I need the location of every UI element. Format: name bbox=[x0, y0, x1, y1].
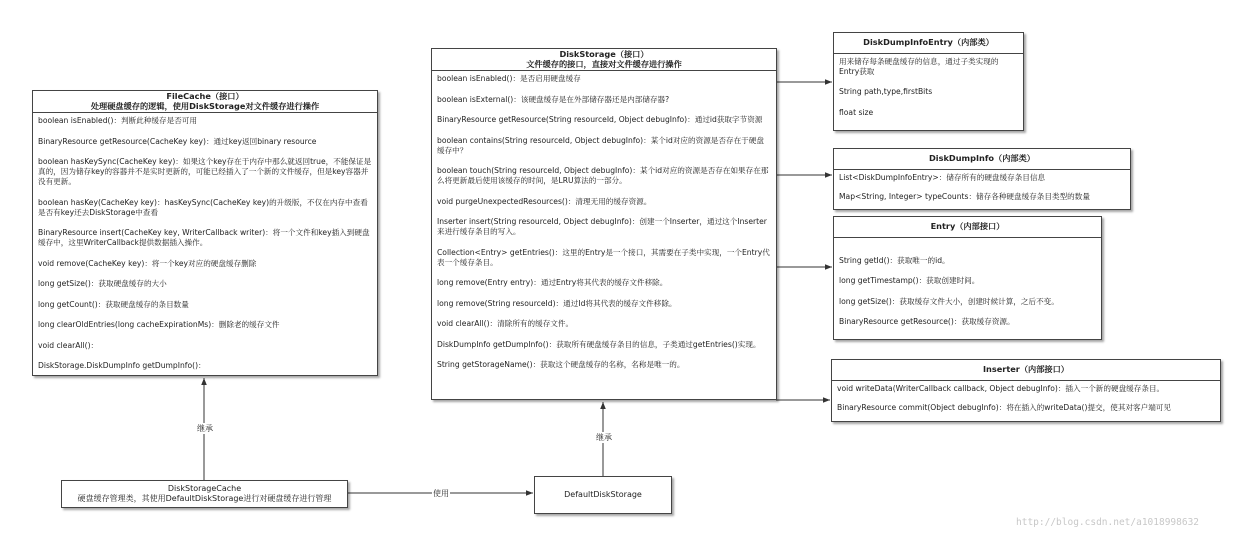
inserter-methods bbox=[832, 381, 1220, 415]
inherit-label-left: 继承 bbox=[197, 424, 213, 433]
method-item: void writeData(WriterCallback callback, Object debugInfo)：插入一个新的硬盘缓存条目。 bbox=[837, 383, 1165, 393]
method-item: Inserter insert(String resourceId, Object debugInfo)：创建一个Inserter，通过这个Inserter来进行缓存条目的写入。 bbox=[437, 217, 767, 236]
filecache-header bbox=[33, 91, 377, 113]
diskdumpinfoentry-fields bbox=[834, 54, 1023, 120]
diskstorage-methods bbox=[432, 71, 776, 372]
method-item: long getSize()：获取硬盘缓存的大小 bbox=[38, 279, 167, 288]
method-item: DiskStorage.DiskDumpInfo getDumpInfo()： bbox=[38, 361, 206, 370]
inherit-label-right: 继承 bbox=[596, 433, 612, 442]
filecache-methods bbox=[33, 113, 377, 373]
diskdumpinfo-box bbox=[833, 148, 1131, 210]
method-item: BinaryResource getResource()：获取缓存资源。 bbox=[839, 317, 1015, 326]
field-item: float size bbox=[839, 107, 874, 117]
entry-methods bbox=[834, 238, 1101, 330]
diskstoragecache-desc: 硬盘缓存管理类，其使用DefaultDiskStorage进行对硬盘缓存进行管理 bbox=[77, 494, 332, 503]
method-item: BinaryResource insert(CacheKey key, WriterCallback writer)：将一个文件和key插入到硬盘缓存中，这里WriterCallback提供数据插入操作。 bbox=[38, 228, 370, 247]
field-item: Map<String, Integer> typeCounts：储存各种硬盘缓存条目类型的数量 bbox=[839, 191, 1090, 201]
diskstoragecache-box bbox=[61, 480, 348, 508]
inserter-title: Inserter（内部接口） bbox=[983, 364, 1069, 374]
method-item: void purgeUnexpectedResources()：清理无用的缓存资源。 bbox=[437, 196, 652, 206]
diskdumpinfoentry-title: DiskDumpInfoEntry（内部类） bbox=[863, 37, 994, 47]
uses-label: 使用 bbox=[433, 489, 449, 498]
inserter-box bbox=[831, 359, 1221, 422]
diskdumpinfo-header bbox=[834, 149, 1130, 170]
defaultdiskstorage-box bbox=[534, 476, 672, 514]
diskstoragecache-name: DiskStorageCache bbox=[167, 484, 242, 493]
field-item: String path,type,firstBits bbox=[839, 87, 933, 96]
method-item: long getTimestamp()：获取创建时间。 bbox=[839, 276, 980, 285]
method-item: boolean contains(String resourceId, Object debugInfo)：某个id对应的资源是否存在于硬盘缓存中？ bbox=[437, 135, 764, 155]
method-item: BinaryResource commit(Object debugInfo)：将在插入的writeData()提交，使其对客户端可见 bbox=[837, 402, 1171, 412]
method-item: void clearAll()： bbox=[38, 340, 99, 350]
method-item: BinaryResource getResource(String resourceId, Object debugInfo)：通过id获取字节资源 bbox=[437, 115, 763, 124]
diskdumpinfoentry-box bbox=[833, 32, 1024, 131]
defaultdiskstorage-name: DefaultDiskStorage bbox=[564, 490, 642, 499]
method-item: long remove(String resourceId)：通过Id将其代表的缓存文件移除。 bbox=[437, 298, 677, 308]
diskstorage-subtitle: 文件缓存的接口，直接对文件缓存进行操作 bbox=[526, 58, 682, 69]
diskstorage-box bbox=[431, 48, 777, 400]
method-item: boolean hasKeySync(CacheKey key)：如果这个key存在于内存中那么就返回true，不能保证是真的，因为储存key的容器并不是实时更新的，可能已经插入了一个新的文件缓存，但是key容器并没有更新。 bbox=[38, 157, 372, 186]
method-item: long getSize()：获取缓存文件大小，创建时候计算，之后不变。 bbox=[839, 296, 1059, 306]
method-item: long clearOldEntries(long cacheExpirationMs)：删除老的缓存文件 bbox=[38, 320, 280, 329]
entry-header bbox=[834, 217, 1101, 238]
method-item: boolean isExternal()：该硬盘缓存是在外部储存器还是内部储存器? bbox=[437, 94, 670, 104]
method-item: DiskDumpInfo getDumpInfo()：获取所有硬盘缓存条目的信息，子类通过getEntries()实现。 bbox=[437, 339, 761, 349]
method-item: long getCount()：获取硬盘缓存的条目数量 bbox=[38, 299, 189, 309]
method-item: BinaryResource getResource(CacheKey key)：通过key返回binary resource bbox=[38, 136, 317, 146]
method-item: Collection<Entry> getEntries()：这里的Entry是一个接口，其需要在子类中实现，一个Entry代表一个缓存条目。 bbox=[437, 247, 770, 267]
diskdumpinfo-title: DiskDumpInfo（内部类） bbox=[929, 153, 1035, 163]
method-item: String getStorageName()：获取这个硬盘缓存的名称，名称是唯一的。 bbox=[437, 360, 685, 369]
filecache-title: FileCache（接口） bbox=[166, 91, 244, 101]
method-item: void clearAll()：清除所有的缓存文件。 bbox=[437, 319, 574, 328]
inserter-header bbox=[832, 360, 1220, 381]
diskdumpinfoentry-header bbox=[834, 33, 1023, 54]
method-item: void remove(CacheKey key)：将一个key对应的硬盘缓存删除 bbox=[38, 258, 257, 268]
method-item: String getId()：获取唯一的id。 bbox=[839, 255, 950, 265]
diskstorage-title: DiskStorage（接口） bbox=[559, 49, 649, 59]
watermark-text: http://blog.csdn.net/a1018998632 bbox=[1016, 517, 1200, 528]
diskstorage-header bbox=[432, 49, 776, 71]
method-item: long remove(Entry entry)：通过Entry将其代表的缓存文件移除。 bbox=[437, 278, 668, 287]
method-item: boolean touch(String resourceId, Object debugInfo)：某个id对应的资源是否存在如果存在那么将更新最后使用该缓存的时间，是LRU算法的一部分。 bbox=[437, 166, 769, 185]
field-item: 用来储存每条硬盘缓存的信息，通过子类实现的Entry获取 bbox=[839, 56, 999, 76]
filecache-subtitle: 处理硬盘缓存的逻辑，使用DiskStorage对文件缓存进行操作 bbox=[90, 100, 320, 111]
entry-title: Entry（内部接口） bbox=[930, 221, 1005, 231]
filecache-box bbox=[32, 90, 378, 376]
method-item: boolean hasKey(CacheKey key)：hasKeySync(CacheKey key)的升级版，不仅在内存中查看是否有key还去DiskStorage中查看 bbox=[38, 197, 368, 217]
entry-box bbox=[833, 216, 1102, 340]
diskdumpinfo-fields bbox=[834, 170, 1130, 204]
method-item: boolean isEnabled()：判断此种缓存是否可用 bbox=[38, 116, 197, 125]
method-item: boolean isEnabled()：是否启用硬盘缓存 bbox=[437, 74, 581, 83]
field-item: List<DiskDumpInfoEntry>：储存所有的硬盘缓存条目信息 bbox=[839, 172, 1046, 182]
